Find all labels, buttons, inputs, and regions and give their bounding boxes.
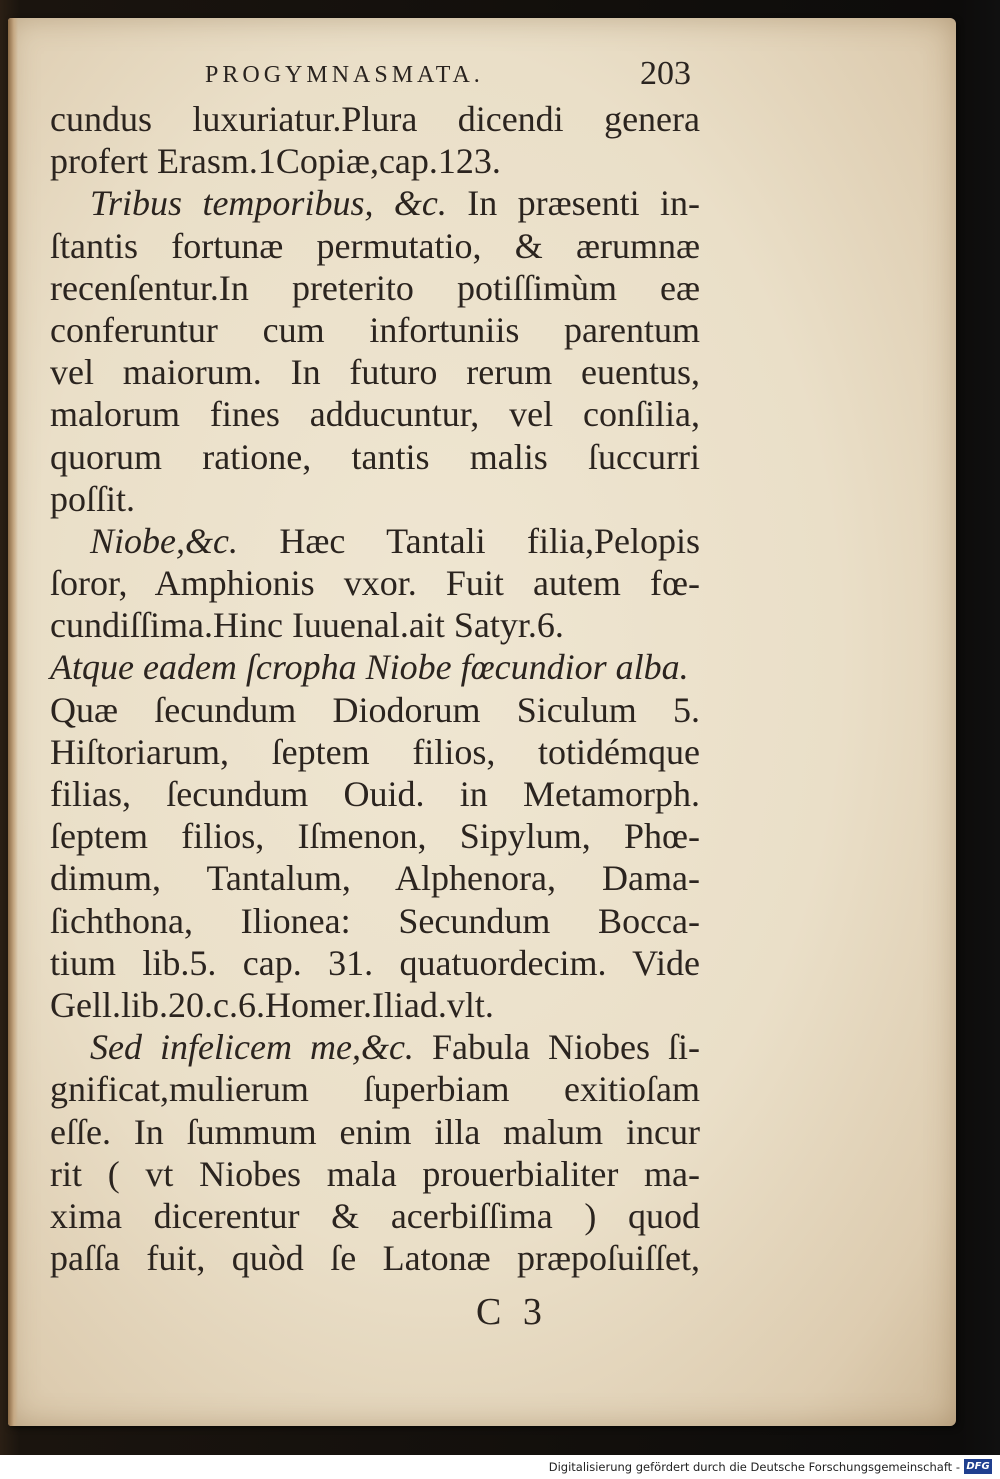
text-line: [50, 1195, 700, 1237]
text-line: [50, 900, 700, 942]
line-text: paſſa fuit, quòd ſe Latonæ præpoſuiſſet,: [50, 1238, 700, 1279]
text-line: [50, 98, 700, 140]
line-text: malorum fines adducuntur, vel conſilia,: [50, 394, 700, 435]
italic-lemma: Atque eadem ſcropha Niobe fœcundior alba.: [50, 647, 689, 688]
text-line: [50, 267, 700, 309]
line-text: cundus luxuriatur.Plura dicendi genera: [50, 99, 700, 139]
line-text: dimum, Tantalum, Alphenora, Dama-: [50, 858, 700, 899]
line-text: vel maiorum. In futuro rerum euentus,: [50, 352, 700, 393]
text-line: [50, 1068, 700, 1110]
text-line: [50, 773, 700, 815]
text-line: [50, 646, 700, 688]
line-text: Hiſtoriarum, ſeptem filios, totidémque: [50, 731, 700, 772]
text-line: [50, 815, 700, 857]
line-text: profert Erasm.1Copiæ,cap.123.: [50, 141, 501, 182]
line-text: conferuntur cum infortuniis parentum: [50, 309, 700, 350]
text-line: [50, 351, 700, 393]
text-line: [50, 857, 700, 899]
line-text: gnificat,mulierum ſuperbiam exitioſam: [50, 1069, 700, 1110]
line-text: poſſit.: [50, 478, 136, 519]
line-text: recenſentur.In preterito potiſſimùm eæ: [50, 267, 700, 308]
line-text: ſoror, Amphionis vxor. Fuit autem fœ-: [50, 563, 700, 604]
text-line: [50, 393, 700, 435]
text-line: [50, 562, 700, 604]
funding-credit: Digitalisierung gefördert durch die Deutsche Forschungsgemeinschaft -: [548, 1460, 960, 1474]
text-line: [50, 309, 700, 351]
text-line: [50, 604, 700, 646]
italic-lemma: Niobe,&c.: [90, 520, 238, 561]
line-text: tium lib.5. cap. 31. quatuordecim. Vide: [50, 942, 700, 983]
footer-bar: [0, 1455, 1000, 1479]
line-text: Fabula Niobes ſi-: [413, 1027, 700, 1068]
signature-mark: C 3: [476, 1291, 548, 1333]
line-text: rit ( vt Niobes mala prouerbialiter ma-: [50, 1153, 700, 1194]
line-text: ſtantis fortunæ permutatio, & ærumnæ: [50, 225, 700, 266]
line-text: filias, ſecundum Ouid. in Metamorph.: [50, 774, 700, 814]
line-text: ſeptem filios, Iſmenon, Sipylum, Phœ-: [50, 816, 700, 857]
text-line: [50, 1237, 700, 1279]
text-line: [50, 225, 700, 267]
text-line: [50, 1111, 700, 1153]
text-line: [50, 1026, 700, 1068]
italic-lemma: Sed infelicem me,&c.: [90, 1027, 414, 1068]
page-gutter-edge: [8, 18, 18, 1426]
italic-lemma: Tribus temporibus, &c.: [90, 183, 447, 224]
line-text: quorum ratione, tantis malis ſuccurri: [50, 436, 700, 477]
text-line: [50, 478, 700, 520]
line-text: In præsenti in-: [446, 183, 700, 224]
text-line: [50, 436, 700, 478]
text-line: [50, 182, 700, 224]
line-text: ſichthona, Ilionea: Secundum Bocca-: [50, 900, 700, 941]
dfg-logo: DFG: [964, 1459, 992, 1474]
text-line: [50, 689, 700, 731]
text-line: [50, 942, 700, 984]
text-line: [50, 1153, 700, 1195]
body-text: [50, 98, 700, 1279]
text-line: [50, 520, 700, 562]
text-line: [50, 140, 700, 182]
text-line: [50, 984, 700, 1026]
line-text: cundiſſima.Hinc Iuuenal.ait Satyr.6.: [50, 605, 564, 646]
running-head: PROGYMNASMATA.: [205, 62, 484, 88]
line-text: Quæ ſecundum Diodorum Siculum 5.: [50, 689, 700, 730]
line-text: Hæc Tantali filia,Pelopis: [237, 520, 700, 561]
line-text: Gell.lib.20.c.6.Homer.Iliad.vlt.: [50, 984, 494, 1025]
line-text: eſſe. In ſummum enim illa malum incur: [50, 1111, 700, 1152]
page-number: 203: [640, 55, 691, 92]
text-line: [50, 731, 700, 773]
line-text: xima dicerentur & acerbiſſima ) quod: [50, 1195, 700, 1236]
